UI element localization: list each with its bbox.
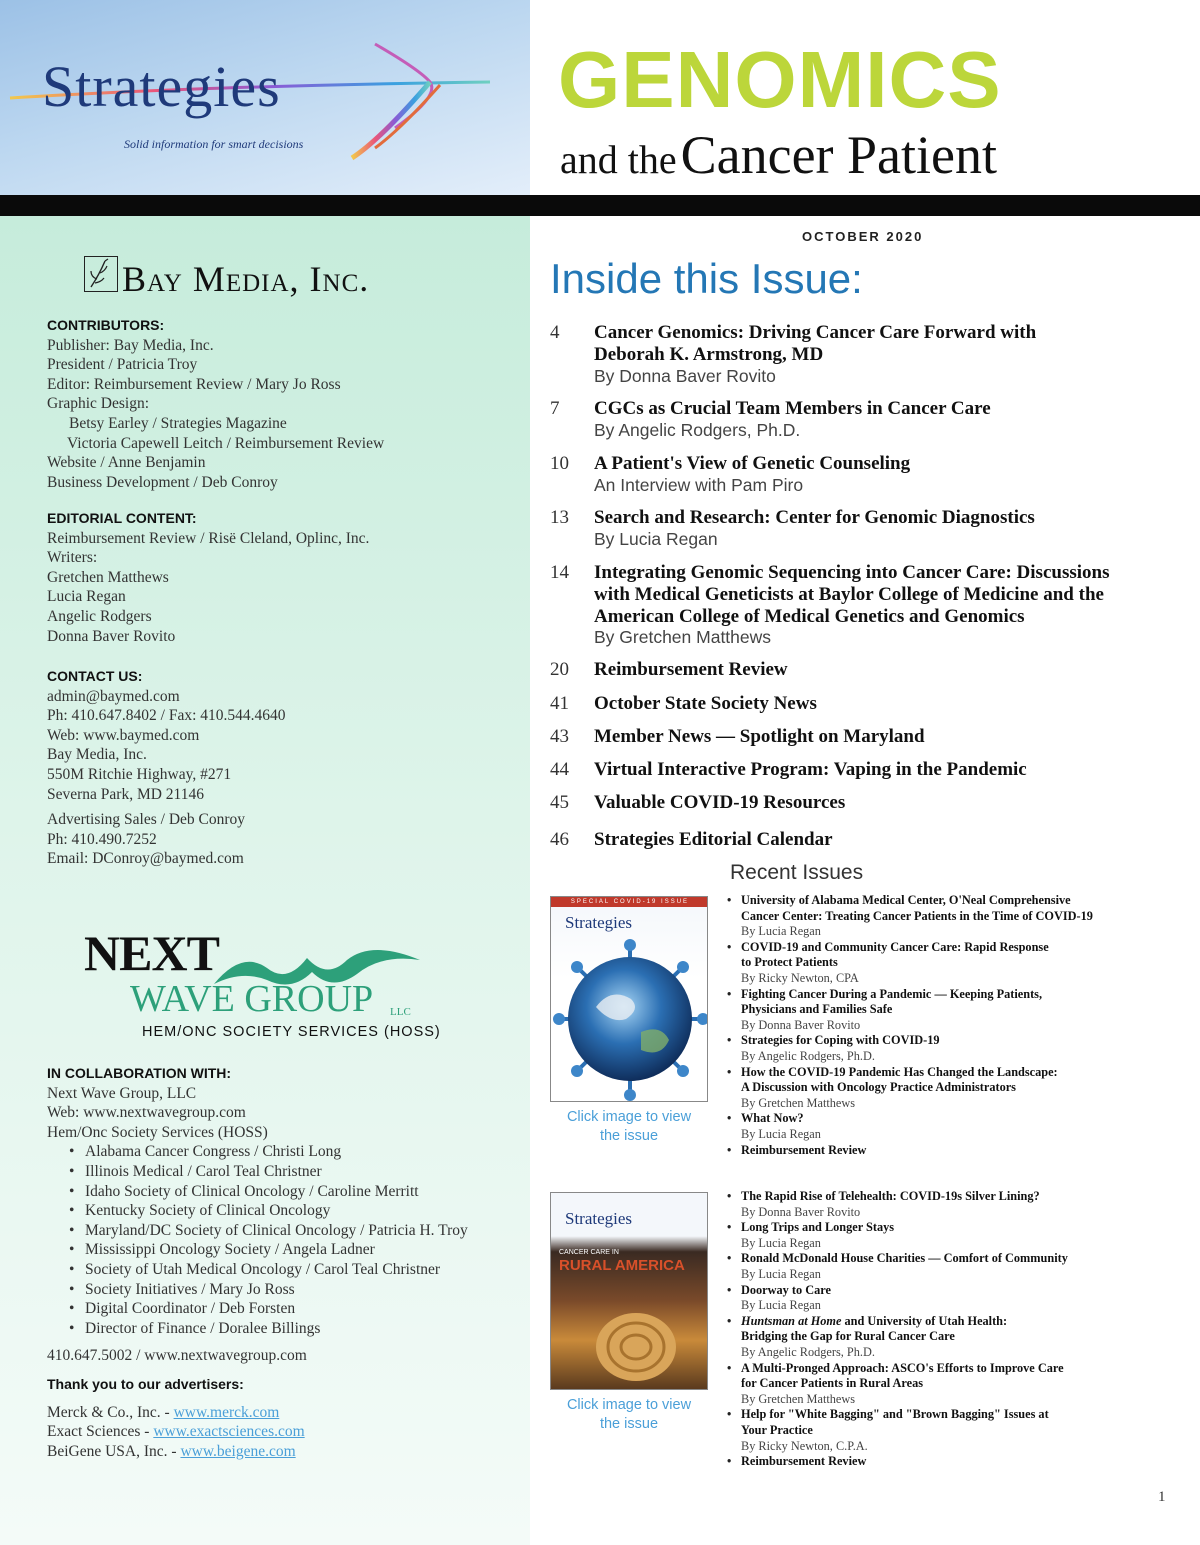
view-issue-link[interactable]: Click image to view the issue bbox=[566, 1109, 692, 1144]
list-item[interactable]: • Ronald McDonald House Charities — Comfort of Community By Lucia Regan bbox=[726, 1251, 1196, 1282]
list-item[interactable]: • University of Alabama Medical Center, O'Neal Comprehensive Cancer Center: Treating Cancer Patients in the Time of COVID-19 By Lucia Regan bbox=[726, 893, 1196, 940]
toc-page-number: 45 bbox=[550, 792, 569, 813]
toc-title: Valuable COVID-19 Resources bbox=[594, 792, 846, 813]
header-divider-bar bbox=[0, 195, 1200, 216]
advertisers-heading: Thank you to our advertisers: bbox=[47, 1376, 244, 1392]
cover-logo: Strategies bbox=[565, 913, 633, 932]
contact-heading: CONTACT US: bbox=[47, 668, 143, 684]
society-item: • Maryland/DC Society of Clinical Oncology / Patricia H. Troy bbox=[85, 1221, 468, 1241]
toc-entry[interactable] bbox=[550, 726, 1190, 748]
advertiser-item: BeiGene USA, Inc. - www.beigene.com bbox=[47, 1442, 296, 1460]
recent-issues-heading: Recent Issues bbox=[730, 861, 864, 884]
toc-byline: An Interview with Pam Piro bbox=[594, 474, 804, 495]
toc-page-number: 46 bbox=[550, 829, 569, 850]
toc-title: Integrating Genomic Sequencing into Cancer Care: Discussions bbox=[594, 562, 1110, 583]
advertiser-item: Merck & Co., Inc. - www.merck.com bbox=[47, 1403, 280, 1421]
contributor-line: Publisher: Bay Media, Inc. bbox=[47, 336, 214, 354]
toc-byline: By Donna Baver Rovito bbox=[594, 365, 776, 386]
header-logo-panel bbox=[0, 0, 530, 195]
cover-title: RURAL AMERICA bbox=[559, 1257, 685, 1274]
toc-title: Deborah K. Armstrong, MD bbox=[594, 343, 824, 365]
ad-line: Advertising Sales / Deb Conroy bbox=[47, 811, 246, 828]
toc-title: A Patient's View of Genetic Counseling bbox=[594, 453, 911, 474]
society-item: • Idaho Society of Clinical Oncology / Caroline Merritt bbox=[85, 1182, 468, 1202]
society-item: • Society of Utah Medical Oncology / Carol Teal Christner bbox=[85, 1260, 468, 1280]
page-title: GENOMICS bbox=[558, 35, 1002, 124]
toc-page-number: 13 bbox=[550, 507, 569, 528]
issue-date: OCTOBER 2020 bbox=[802, 229, 924, 244]
rural-issue-articles bbox=[726, 1189, 1196, 1470]
covid-issue-articles bbox=[726, 893, 1196, 1158]
merck-link[interactable]: www.merck.com bbox=[173, 1403, 280, 1421]
toc-page-number: 14 bbox=[550, 562, 569, 583]
toc-title: Virtual Interactive Program: Vaping in the Pandemic bbox=[594, 759, 1027, 780]
bay-media-logo-text: Bay Media, Inc. bbox=[122, 259, 370, 299]
collaboration-heading: IN COLLABORATION WITH: bbox=[47, 1065, 232, 1081]
editorial-line: Writers: bbox=[47, 549, 98, 567]
contact-section bbox=[47, 667, 286, 804]
nwg-logo-next: NEXT bbox=[84, 925, 219, 981]
toc-entry[interactable] bbox=[550, 792, 1190, 814]
ad-line: Ph: 410.490.7252 bbox=[47, 830, 157, 848]
toc-byline: By Lucia Regan bbox=[594, 528, 718, 549]
society-item: • Society Initiatives / Mary Jo Ross bbox=[85, 1280, 468, 1300]
toc-title: October State Society News bbox=[594, 693, 817, 714]
list-item[interactable]: • Doorway to Care By Lucia Regan bbox=[726, 1283, 1196, 1314]
contributor-line: Betsy Earley / Strategies Magazine bbox=[69, 414, 287, 432]
nwg-logo-hoss: HEM/ONC SOCIETY SERVICES (HOSS) bbox=[142, 1024, 441, 1040]
contributor-line: Editor: Reimbursement Review / Mary Jo Ross bbox=[47, 375, 341, 393]
virus-globe-icon bbox=[551, 937, 708, 1102]
list-item[interactable]: • The Rapid Rise of Telehealth: COVID-19s Silver Lining? By Donna Baver Rovito bbox=[726, 1189, 1196, 1220]
list-item[interactable]: • How the COVID-19 Pandemic Has Changed the Landscape: A Discussion with Oncology Practice Administrators By Gretchen Matthews bbox=[726, 1065, 1196, 1112]
toc-title: Search and Research: Center for Genomic Diagnostics bbox=[594, 507, 1035, 528]
toc-entry[interactable] bbox=[550, 659, 1190, 681]
toc-entry[interactable] bbox=[550, 507, 1190, 551]
toc-title: CGCs as Crucial Team Members in Cancer Care bbox=[594, 398, 991, 419]
advertiser-item: Exact Sciences - www.exactsciences.com bbox=[47, 1423, 305, 1441]
toc-page-number: 43 bbox=[550, 726, 569, 747]
toc-byline: By Gretchen Matthews bbox=[594, 627, 772, 648]
cover-logo: Strategies bbox=[565, 1209, 633, 1228]
collab-web: Web: www.nextwavegroup.com bbox=[47, 1104, 246, 1122]
contributors-section bbox=[47, 316, 384, 492]
nwg-logo-wave: WAVE GROUP bbox=[130, 978, 374, 1020]
society-item: • Alabama Cancer Congress / Christi Long bbox=[85, 1142, 468, 1162]
toc-entry[interactable] bbox=[550, 322, 1190, 387]
editorial-line: Lucia Regan bbox=[47, 588, 126, 606]
contact-email: admin@baymed.com bbox=[47, 687, 180, 705]
society-item: • Mississippi Oncology Society / Angela Ladner bbox=[85, 1240, 468, 1260]
page-subtitle bbox=[560, 125, 998, 185]
inside-issue-heading: Inside this Issue: bbox=[550, 255, 863, 302]
society-item: • Illinois Medical / Carol Teal Christner bbox=[85, 1162, 468, 1182]
toc-page-number: 4 bbox=[550, 322, 560, 343]
nwg-logo-llc: LLC bbox=[390, 1006, 411, 1018]
exact-sciences-link[interactable]: www.exactsciences.com bbox=[153, 1423, 305, 1441]
rural-issue-cover[interactable] bbox=[550, 1192, 708, 1390]
toc-title: Member News — Spotlight on Maryland bbox=[594, 726, 925, 747]
toc-byline: By Angelic Rodgers, Ph.D. bbox=[594, 419, 801, 440]
list-item[interactable]: • What Now? By Lucia Regan bbox=[726, 1111, 1196, 1142]
toc-title: with Medical Geneticists at Baylor College of Medicine and the bbox=[594, 583, 1104, 605]
collab-line: Next Wave Group, LLC bbox=[47, 1084, 197, 1102]
contact-line: Severna Park, MD 21146 bbox=[47, 785, 204, 803]
society-item: • Director of Finance / Doralee Billings bbox=[85, 1319, 468, 1339]
collaboration-section bbox=[47, 1064, 468, 1338]
toc-entry[interactable] bbox=[550, 759, 1190, 781]
toc-page-number: 20 bbox=[550, 659, 569, 680]
editorial-line: Donna Baver Rovito bbox=[47, 627, 176, 645]
view-issue-link[interactable]: Click image to view the issue bbox=[566, 1397, 692, 1432]
toc-title: Cancer Genomics: Driving Cancer Care Forward with bbox=[594, 322, 1037, 343]
society-list bbox=[47, 1142, 468, 1338]
contributor-line: Victoria Capewell Leitch / Reimbursement Review bbox=[67, 434, 385, 452]
toc-entry[interactable] bbox=[550, 562, 1190, 649]
editorial-section bbox=[47, 509, 369, 646]
toc-entry[interactable] bbox=[550, 693, 1190, 715]
list-item[interactable]: • Fighting Cancer During a Pandemic — Keeping Patients, Physicians and Families Safe By Donna Baver Rovito bbox=[726, 987, 1196, 1034]
contributor-line: President / Patricia Troy bbox=[47, 356, 198, 374]
strategies-logo-wordmark: Strategies bbox=[42, 54, 281, 119]
list-item[interactable]: • Help for "White Bagging" and "Brown Bagging" Issues at Your Practice By Ricky Newton, C.P.A. bbox=[726, 1407, 1196, 1454]
toc-page-number: 41 bbox=[550, 693, 569, 714]
toc-title: Strategies Editorial Calendar bbox=[594, 829, 833, 850]
contributor-line: Graphic Design: bbox=[47, 395, 150, 413]
toc-page-number: 10 bbox=[550, 453, 569, 474]
editorial-line: Angelic Rodgers bbox=[47, 607, 152, 625]
society-item: • Digital Coordinator / Deb Forsten bbox=[85, 1299, 468, 1319]
cover-kicker: CANCER CARE IN bbox=[559, 1249, 619, 1256]
contact-web: Web: www.baymed.com bbox=[47, 726, 200, 744]
covid-issue-cover[interactable] bbox=[550, 896, 708, 1102]
editorial-line: Reimbursement Review / Risë Cleland, Oplinc, Inc. bbox=[47, 529, 370, 547]
contributors-heading: CONTRIBUTORS: bbox=[47, 317, 165, 333]
list-item[interactable]: • Strategies for Coping with COVID-19 By Angelic Rodgers, Ph.D. bbox=[726, 1033, 1196, 1064]
list-item[interactable]: • Long Trips and Longer Stays By Lucia Regan bbox=[726, 1220, 1196, 1251]
list-item[interactable]: • Reimbursement Review bbox=[726, 1454, 1196, 1470]
contact-phone: Ph: 410.647.8402 / Fax: 410.544.4640 bbox=[47, 707, 286, 725]
subtitle-small: and the bbox=[560, 137, 677, 182]
editorial-line: Gretchen Matthews bbox=[47, 568, 169, 586]
wheat-icon bbox=[84, 256, 118, 292]
ad-line: Email: DConroy@baymed.com bbox=[47, 850, 244, 868]
list-item[interactable]: • Huntsman at Home and University of Utah Health: Bridging the Gap for Rural Cancer Care By Angelic Rodgers, Ph.D. bbox=[726, 1314, 1196, 1361]
toc-entry[interactable] bbox=[550, 829, 1190, 851]
hay-bale-icon bbox=[591, 1303, 681, 1383]
list-item[interactable]: • Reimbursement Review bbox=[726, 1143, 1196, 1159]
contact-line: Bay Media, Inc. bbox=[47, 746, 147, 764]
cover-banner: SPECIAL COVID-19 ISSUE bbox=[551, 897, 708, 907]
list-item[interactable]: • COVID-19 and Community Cancer Care: Rapid Response to Protect Patients By Ricky Newton, CPA bbox=[726, 940, 1196, 987]
contact-line: 550M Ritchie Highway, #271 bbox=[47, 765, 232, 783]
contributor-line: Business Development / Deb Conroy bbox=[47, 473, 278, 491]
beigene-link[interactable]: www.beigene.com bbox=[180, 1442, 296, 1460]
page-number: 1 bbox=[1158, 1489, 1166, 1505]
toc-entry[interactable] bbox=[550, 398, 1190, 442]
list-item[interactable]: • A Multi-Pronged Approach: ASCO's Efforts to Improve Care for Cancer Patients in Rural Areas By Gretchen Matthews bbox=[726, 1361, 1196, 1408]
toc-page-number: 44 bbox=[550, 759, 569, 780]
strategies-logo-tagline: Solid information for smart decisions bbox=[124, 137, 304, 151]
advertisers-section bbox=[47, 1375, 305, 1461]
subtitle-large: Cancer Patient bbox=[680, 125, 998, 185]
contributor-line: Website / Anne Benjamin bbox=[47, 454, 206, 472]
editorial-heading: EDITORIAL CONTENT: bbox=[47, 510, 197, 526]
next-wave-group-logo bbox=[84, 925, 441, 1043]
toc-title: Reimbursement Review bbox=[594, 659, 788, 680]
society-item: • Kentucky Society of Clinical Oncology bbox=[85, 1201, 468, 1221]
advertising-contact bbox=[47, 810, 245, 869]
toc-page-number: 7 bbox=[550, 398, 560, 419]
toc-entry[interactable] bbox=[550, 453, 1190, 497]
toc-title: American College of Medical Genetics and Genomics bbox=[594, 605, 1025, 627]
collab-line: Hem/Onc Society Services (HOSS) bbox=[47, 1123, 268, 1141]
collab-footer: 410.647.5002 / www.nextwavegroup.com bbox=[47, 1347, 307, 1364]
